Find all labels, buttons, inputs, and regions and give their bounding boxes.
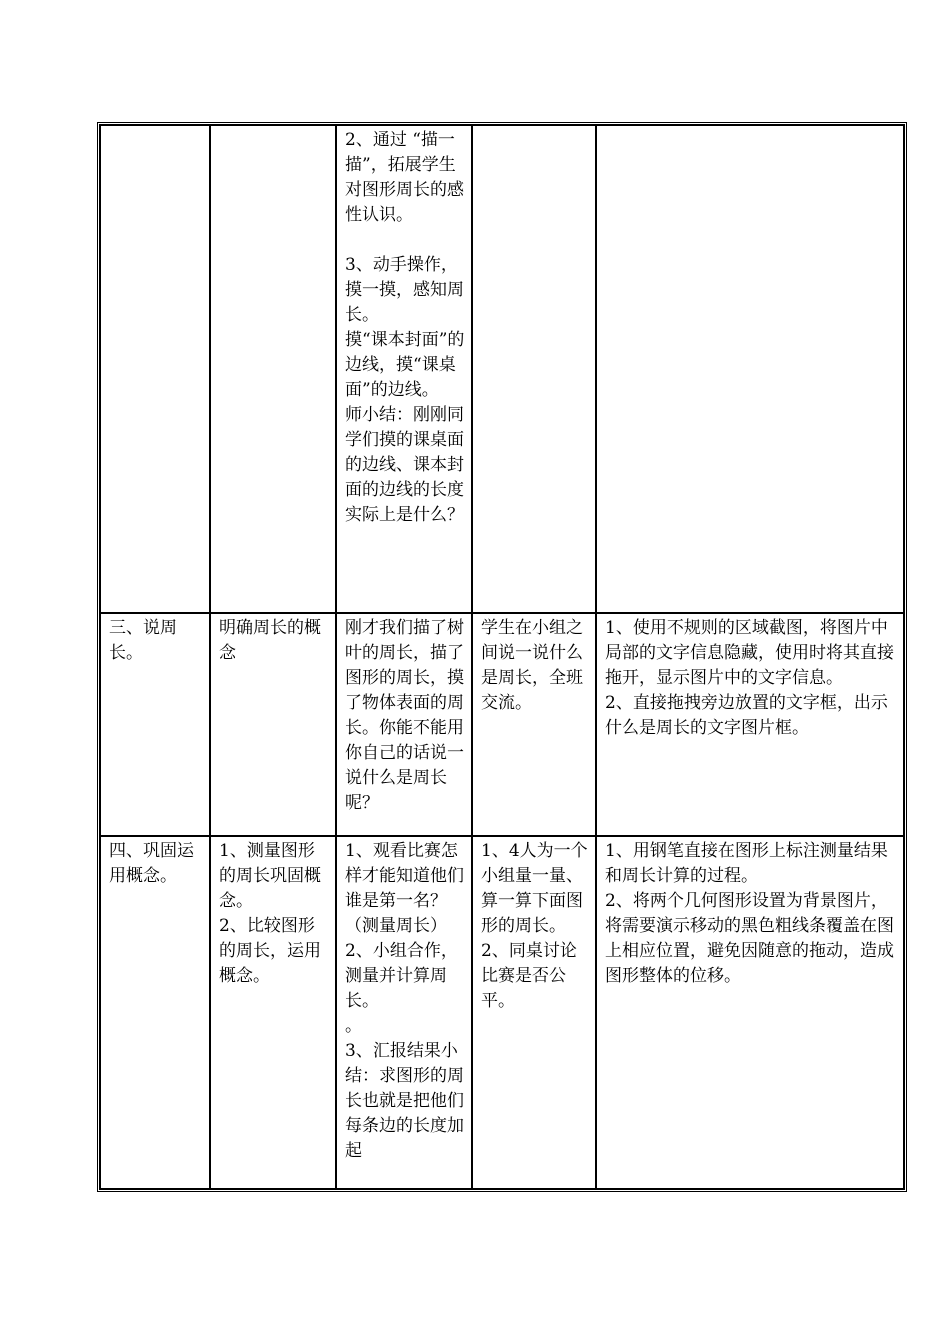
teacher-activity-cell [336,125,472,613]
blank-line [345,228,465,253]
teacher-paragraph: 2、小组合作，测量并计算周长。 [345,941,458,1011]
teacher-activity-cell [336,836,472,1189]
goal-cell [210,125,336,613]
teacher-activity-cell [336,613,472,836]
teacher-paragraph: 摸“课本封面”的边线，摸“课桌面”的边线。 [345,330,465,400]
goal-paragraph: 2、比较图形的周长，运用概念。 [219,916,321,986]
teacher-paragraph: 师小结：刚刚同学们摸的课桌面的边线、课本封面的边线的长度实际上是什么？ [345,405,464,525]
teacher-paragraph: 3、汇报结果小结：求图形的周长也就是把他们每条边的长度加起 [345,1041,464,1161]
student-paragraph: 2、同桌讨论比赛是否公平。 [481,941,577,1011]
table-row [100,125,904,613]
student-activity-cell [472,836,596,1189]
stage-cell [100,613,210,836]
tech-paragraph: 1、使用不规则的区域截图，将图片中局部的文字信息隐藏，使用时将其直接拖开，显示图片中的文字信息。 [605,618,894,688]
teacher-paragraph: 3、动手操作，摸一摸，感知周长。 [345,255,464,325]
stage-cell [100,836,210,1189]
stage-label: 四、巩固运用概念。 [109,841,194,886]
lesson-plan-table [99,124,905,1190]
tech-paragraph: 1、用钢笔直接在图形上标注测量结果和周长计算的过程。 [605,841,888,886]
teacher-paragraph: 。 [345,1016,362,1036]
tech-use-cell [596,613,904,836]
goal-cell [210,613,336,836]
teacher-paragraph: 1、观看比赛怎样才能知道他们谁是第一名？（测量周长） [345,841,464,936]
goal-paragraph: 明确周长的概念 [219,618,321,663]
teacher-paragraph: 刚才我们描了树叶的周长，描了图形的周长，摸了物体表面的周长。你能不能用你自己的话说一说什么是周长呢？ [345,618,464,813]
tech-use-cell [596,836,904,1189]
tech-paragraph: 2、将两个几何图形设置为背景图片，将需要演示移动的黑色粗线条覆盖在图上相应位置，避免因随意的拖动，造成图形整体的位移。 [605,891,894,986]
tech-paragraph: 2、直接拖拽旁边放置的文字框，出示什么是周长的文字图片框。 [605,693,888,738]
goal-paragraph: 1、测量图形的周长巩固概念。 [219,841,321,911]
stage-cell [100,125,210,613]
stage-label: 三、说周长。 [109,618,177,663]
student-paragraph: 1、4人为一个小组量一量、算一算下面图形的周长。 [481,841,588,936]
teacher-paragraph: 2、通过 “描一描”，拓展学生对图形周长的感性认识。 [345,130,464,225]
table-row [100,613,904,836]
tech-use-cell [596,125,904,613]
student-activity-cell [472,125,596,613]
student-activity-cell [472,613,596,836]
goal-cell [210,836,336,1189]
table-row [100,836,904,1189]
student-paragraph: 学生在小组之间说一说什么是周长，全班交流。 [481,618,583,713]
